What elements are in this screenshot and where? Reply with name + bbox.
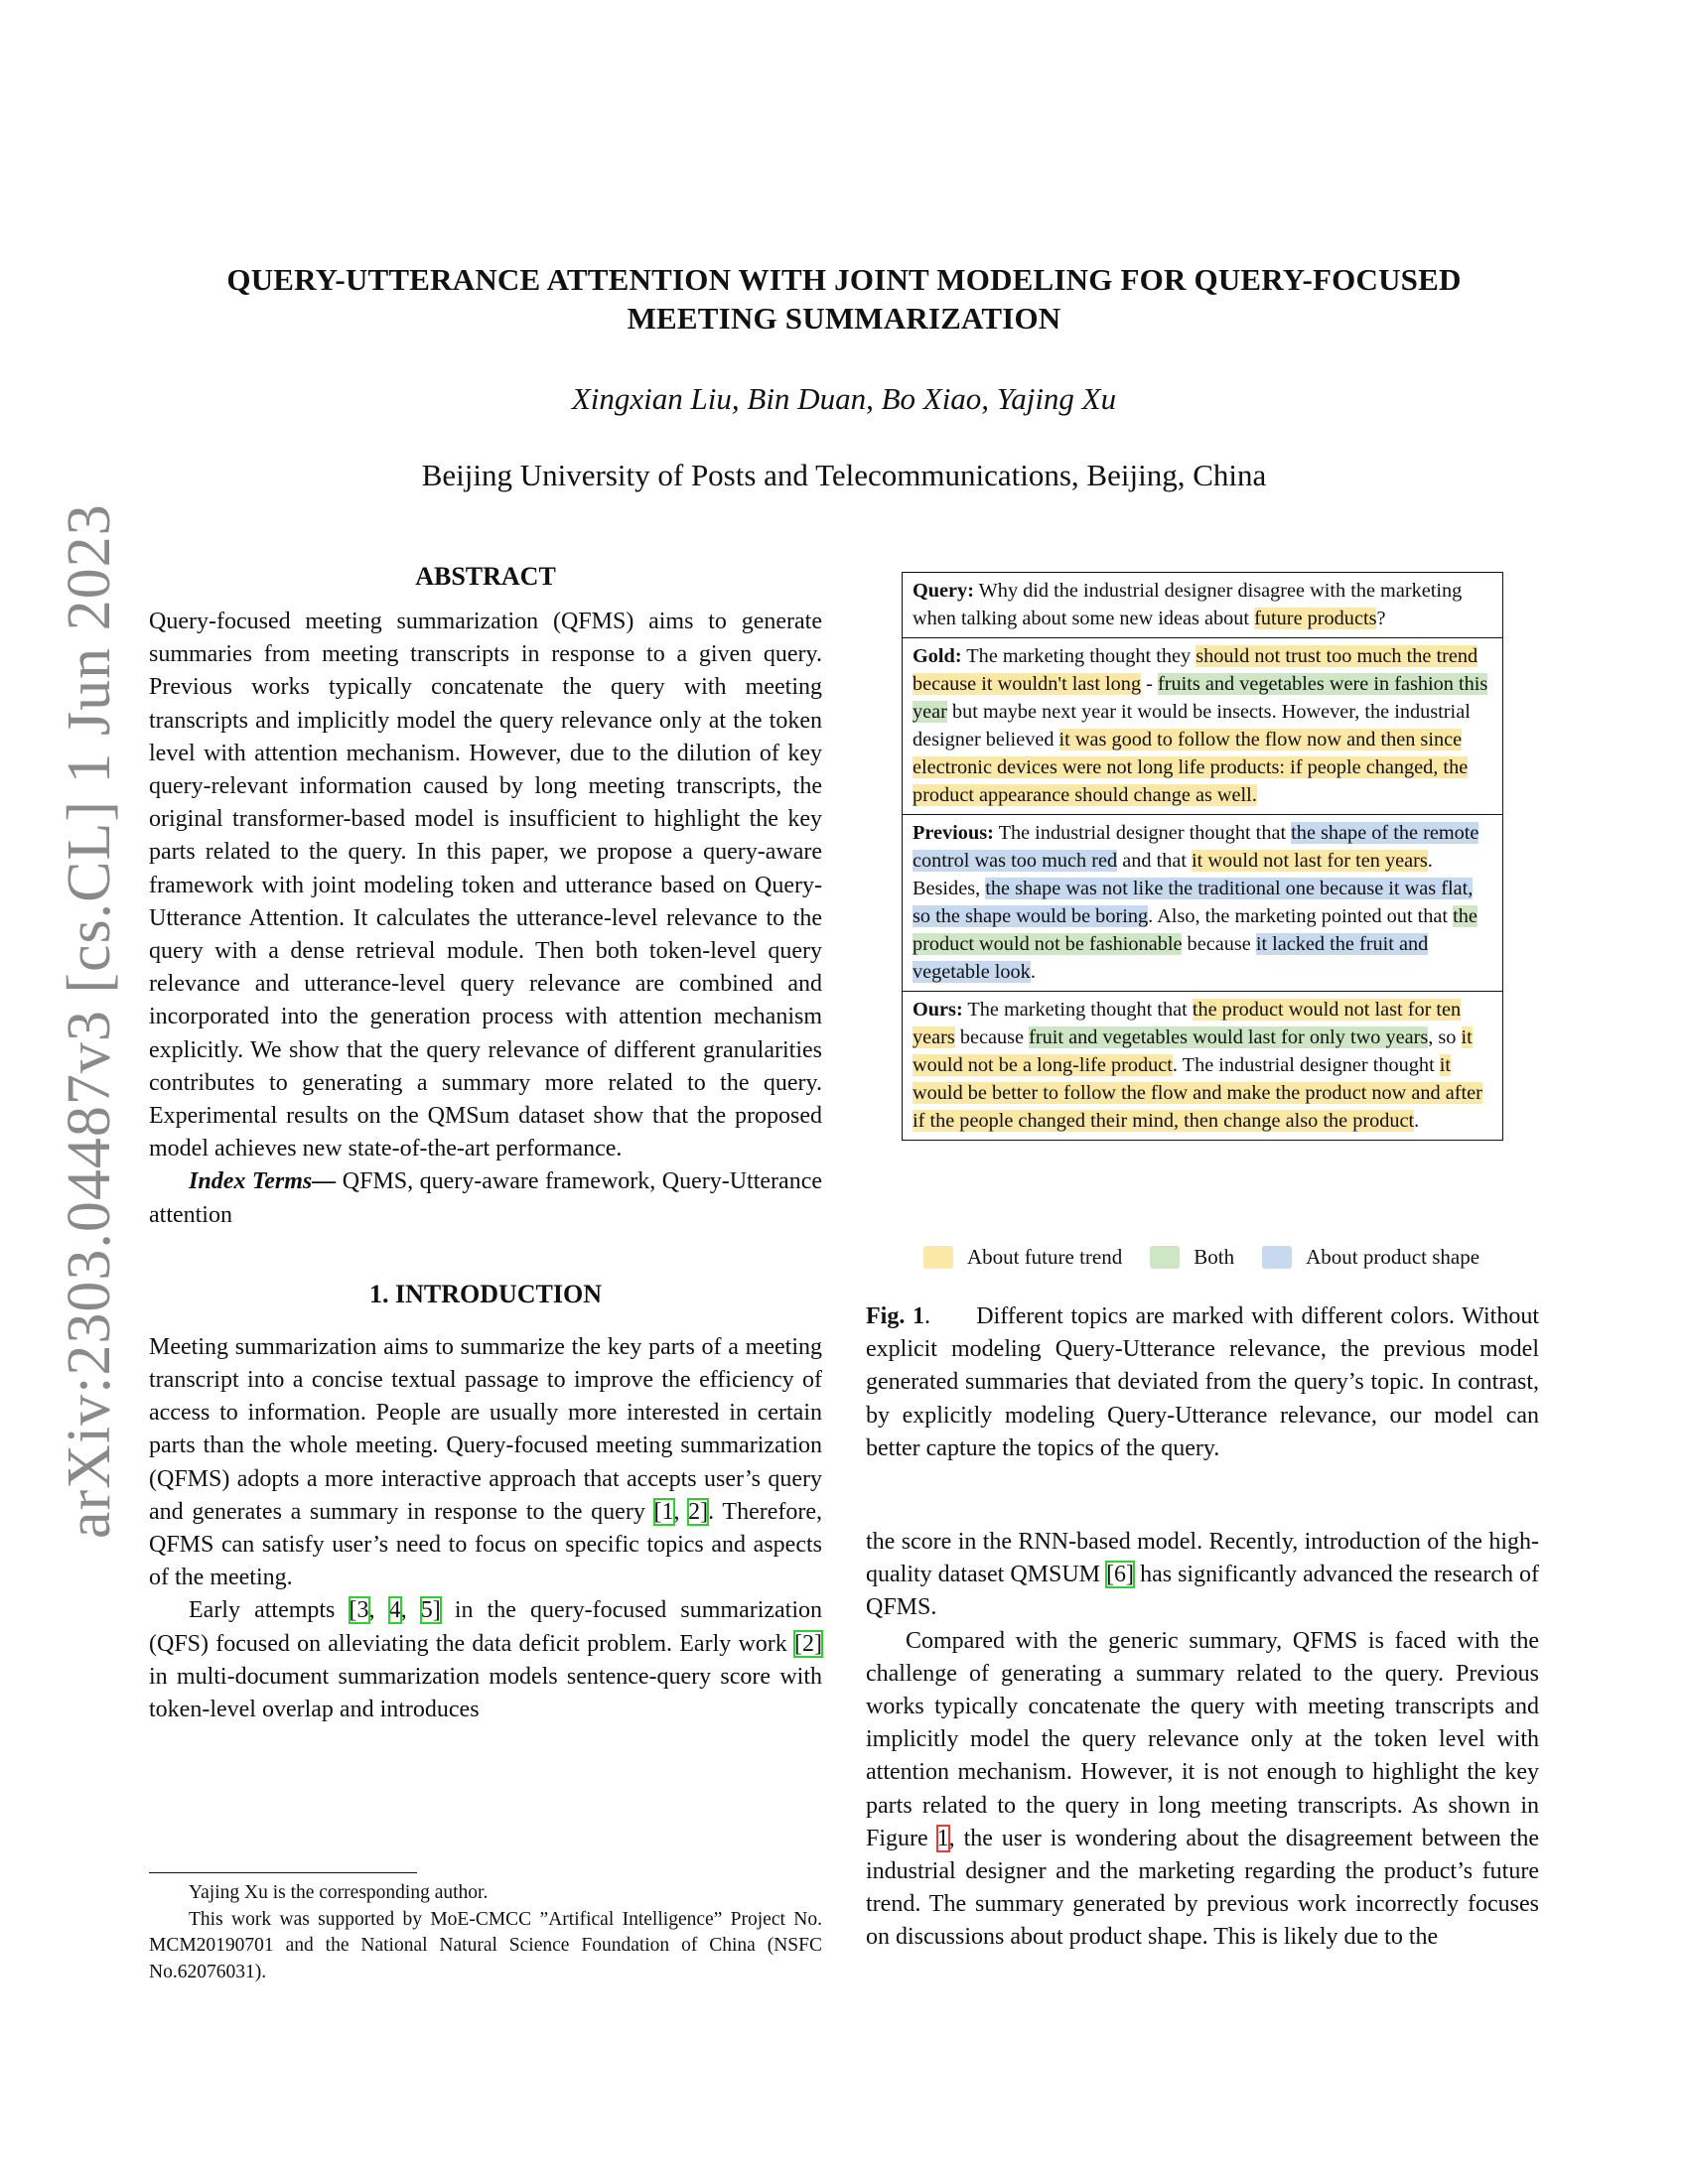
footnote-line-2: This work was supported by MoE-CMCC ”Artifical Intelligence” Project No. MCM20190701 and the National Natural Science Foundation of China (NSFC No.62076031).	[149, 1908, 822, 1982]
legend-label: Both	[1194, 1245, 1235, 1269]
figure-legend	[902, 1245, 1501, 1270]
highlight-future-trend: it would not last for ten years	[1192, 850, 1428, 872]
index-terms	[149, 1165, 822, 1231]
query-panel: Query: Why did the industrial designer disagree with the marketing when talking about some new ideas about future products?	[903, 573, 1502, 638]
highlight-product-shape: the shape was not like the traditional one because it was flat, so the shape would be boring	[913, 878, 1474, 927]
affiliation: Beijing University of Posts and Telecommunications, Beijing, China	[421, 458, 1267, 492]
index-terms-label: Index Terms—	[189, 1168, 337, 1195]
highlight-future-trend: it would not be a long-life product	[913, 1026, 1473, 1076]
gold-label: Gold:	[913, 645, 962, 667]
paper-title	[149, 260, 1539, 338]
arxiv-stamp: arXiv:2303.04487v3 [cs.CL] 1 Jun 2023	[56, 503, 123, 1539]
highlight-both: fruit and vegetables would last for only two years	[1029, 1026, 1429, 1048]
highlight-future-trend: it was good to follow the flow now and then since electronic devices were not long life products: if people changed, the product appearance should change as well.	[913, 729, 1469, 806]
citation-link[interactable]: [3	[349, 1597, 369, 1624]
caption-text: Fig. 1. Different topics are marked with different colors. Without explicit modeling Query-Utterance relevance, the previous model generated summaries that deviated from the query’s topic. In contrast, by explicitly modeling Query-Utterance relevance, our model can better capture the topics of the query.	[866, 1303, 1545, 1461]
highlight-product-shape: it lacked the fruit and vegetable look	[913, 933, 1429, 983]
legend-item-future-trend	[923, 1245, 1122, 1270]
footnote-line-1: Yajing Xu is the corresponding author.	[189, 1882, 489, 1903]
ours-label: Ours:	[913, 999, 963, 1021]
left-column	[149, 562, 822, 1726]
query-label: Query:	[913, 580, 974, 602]
citation-link[interactable]: 4	[388, 1597, 401, 1624]
footnote-divider	[149, 1872, 417, 1873]
legend-label: About product shape	[1306, 1245, 1480, 1269]
title-line-2: MEETING SUMMARIZATION	[627, 301, 1061, 336]
footnote	[149, 1880, 822, 1985]
legend-swatch-yellow	[923, 1246, 953, 1269]
legend-swatch-blue	[1262, 1246, 1292, 1269]
previous-panel: Previous: The industrial designer thought that the shape of the remote control was too much red and that it would not last for ten years. Besides, the shape was not like the traditional one because it was flat, so the shape would be boring. Also, the marketing pointed out that the product would not be fashionable because it lacked the fruit and vegetable look.	[903, 815, 1502, 992]
citation-link[interactable]: [6]	[1106, 1562, 1135, 1588]
figure-1-box	[902, 572, 1503, 1141]
citation-link[interactable]: 5]	[420, 1597, 441, 1624]
abstract-heading: ABSTRACT	[415, 562, 556, 591]
intro-paragraph-3: the score in the RNN-based model. Recently, introduction of the high-quality dataset QMSUM [6] has significantly advanced the research of QFMS.	[866, 1529, 1540, 1621]
highlight-future-trend: it would be better to follow the flow and make the product now and after if the people changed their mind, then change also the product	[913, 1054, 1482, 1132]
citation-link[interactable]: 2]	[688, 1498, 709, 1525]
intro-paragraph-4: Compared with the generic summary, QFMS is faced with the challenge of generating a summary related to the query. Previous works typically concatenate the query with meeting transcripts and implicitly model the query relevance only at the token level with attention mechanism. However, it is not enough to highlight the key parts related to the query in long meeting transcripts. As shown in Figure 1, the user is wondering about the disagreement between the industrial designer and the marketing regarding the product’s future trend. The summary generated by previous work incorrectly focuses on discussions about product shape. This is likely due to the	[866, 1627, 1539, 1951]
figure-reference-link[interactable]: 1	[936, 1825, 949, 1851]
author-list: Xingxian Liu, Bin Duan, Bo Xiao, Yajing Xu	[571, 381, 1117, 416]
figure-caption	[866, 1300, 1545, 1465]
right-column	[866, 1526, 1539, 1955]
highlight-future-trend: should not trust too much the trend because it wouldn't last long	[913, 645, 1478, 695]
highlight-product-shape: the shape of the remote control was too much red	[913, 822, 1479, 872]
gold-panel: Gold: The marketing thought they should not trust too much the trend because it wouldn't last long - fruits and vegetables were in fashion this year but maybe next year it would be insects. However, the industrial designer believed it was good to follow the flow now and then since electronic devices were not long life products: if people changed, the product appearance should change as well.	[903, 638, 1502, 815]
previous-label: Previous:	[913, 822, 994, 844]
introduction-heading: 1. INTRODUCTION	[368, 1279, 603, 1308]
legend-label: About future trend	[966, 1245, 1123, 1269]
highlight-future-trend: the product would not last for ten years	[913, 999, 1462, 1048]
highlight-future-trend: future products	[1254, 608, 1377, 629]
citation-link[interactable]: [1	[653, 1498, 674, 1525]
legend-item-product-shape	[1262, 1245, 1479, 1270]
citation-link[interactable]: [2]	[794, 1630, 822, 1657]
legend-item-both	[1150, 1245, 1234, 1270]
intro-paragraph-2: Early attempts [3, 4, 5] in the query-focused summarization (QFS) focused on alleviating the data deficit problem. Early work [2] in multi-document summarization models sentence-query score with token-level overlap and introduces	[149, 1597, 823, 1723]
ours-panel: Ours: The marketing thought that the product would not last for ten years because fruit and vegetables would last for only two years, so it would not be a long-life product. The industrial designer thought it would be better to follow the flow and make the product now and after if the people changed their mind, then change also the product.	[913, 999, 1482, 1132]
title-line-1: QUERY-UTTERANCE ATTENTION WITH JOINT MODELING FOR QUERY-FOCUSED	[226, 262, 1462, 297]
highlight-both: fruits and vegetables were in fashion this year	[913, 673, 1488, 723]
caption-label: Fig. 1	[866, 1303, 925, 1329]
intro-paragraph-1: Meeting summarization aims to summarize the key parts of a meeting transcript into a concise textual passage to improve the efficiency of access to information. People are usually more interested in certain parts than the whole meeting. Query-focused meeting summarization (QFMS) adopts a more interactive approach that accepts user’s query and generates a summary in response to the query [1, 2]. Therefore, QFMS can satisfy user’s need to focus on specific topics and aspects of the meeting.	[149, 1333, 822, 1591]
legend-swatch-green	[1150, 1246, 1180, 1269]
abstract-text: Query-focused meeting summarization (QFMS) aims to generate summaries from meeting transcripts in response to a given query. Previous works typically concatenate the query with meeting transcripts and implicitly model the query relevance only at the token level with attention mechanism. However, due to the dilution of key query-relevant information caused by long meeting transcripts, the original transformer-based model is insufficient to highlight the key parts related to the query. In this paper, we propose a query-aware framework with joint modeling token and utterance based on Query-Utterance Attention. It calculates the utterance-level relevance to the query with a dense retrieval module. Then both token-level query relevance and utterance-level query relevance are combined and incorporated into the generation process with attention mechanism explicitly. We show that the query relevance of different granularities contributes to generating a summary more related to the query. Experimental results on the QMSum dataset show that the proposed model achieves new state-of-the-art performance.	[149, 609, 822, 1162]
index-terms-text: QFMS, query-aware framework, Query-Utterance attention	[149, 1168, 822, 1228]
highlight-both: the product would not be fashionable	[913, 905, 1477, 955]
